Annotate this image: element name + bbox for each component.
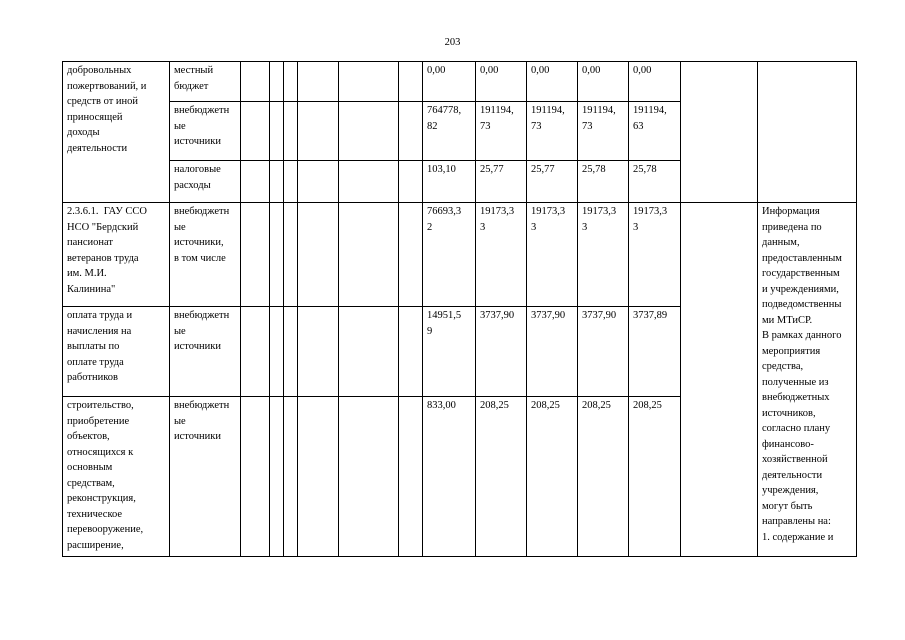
empty-cell [270,307,284,397]
value-cell-year4: 3737,89 [629,307,681,397]
empty-cell [241,161,270,203]
empty-cell [339,62,399,102]
value-cell-year1: 208,25 [476,397,527,557]
empty-cell [241,397,270,557]
value-cell-total: 833,00 [423,397,476,557]
empty-cell [339,397,399,557]
empty-cell [339,307,399,397]
empty-cell [270,102,284,161]
page-number: 203 [444,37,461,48]
empty-cell [298,203,339,307]
value-cell-total: 764778, 82 [423,102,476,161]
value-cell-year4: 208,25 [629,397,681,557]
funding-source-cell: налоговые расходы [170,161,241,203]
empty-cell [681,203,758,557]
note-cell [758,62,857,203]
empty-cell [298,161,339,203]
value-cell-year1: 19173,3 3 [476,203,527,307]
funding-source-cell: внебюджетн ые источники, в том числе [170,203,241,307]
funding-source-cell: внебюджетн ые источники [170,102,241,161]
empty-cell [284,161,298,203]
empty-cell [339,102,399,161]
value-cell-total: 0,00 [423,62,476,102]
table-row [63,62,857,102]
value-cell-total: 76693,3 2 [423,203,476,307]
empty-cell [399,307,423,397]
value-cell-year1: 25,77 [476,161,527,203]
empty-cell [270,161,284,203]
empty-cell [270,62,284,102]
value-cell-year3: 208,25 [578,397,629,557]
funding-source-cell: местный бюджет [170,62,241,102]
empty-cell [298,397,339,557]
value-cell-year2: 191194, 73 [527,102,578,161]
value-cell-year2: 0,00 [527,62,578,102]
value-cell-year3: 25,78 [578,161,629,203]
value-cell-year3: 19173,3 3 [578,203,629,307]
row-name-cell: оплата труда и начисления на выплаты по оплате труда работников [63,307,170,397]
funding-source-cell: внебюджетн ые источники [170,397,241,557]
empty-cell [298,62,339,102]
row-name-cell: 2.3.6.1. ГАУ ССО НСО "Бердский пансионат ветеранов труда им. М.И. Калинина" [63,203,170,307]
value-cell-year1: 0,00 [476,62,527,102]
funding-source-cell: внебюджетн ые источники [170,307,241,397]
value-cell-year2: 19173,3 3 [527,203,578,307]
empty-cell [241,102,270,161]
value-cell-year3: 0,00 [578,62,629,102]
empty-cell [399,161,423,203]
value-cell-year1: 3737,90 [476,307,527,397]
value-cell-year2: 3737,90 [527,307,578,397]
empty-cell [241,203,270,307]
empty-cell [399,203,423,307]
empty-cell [399,62,423,102]
program-table [62,61,857,557]
empty-cell [399,102,423,161]
empty-cell [339,161,399,203]
value-cell-year1: 191194, 73 [476,102,527,161]
empty-cell [339,203,399,307]
value-cell-year2: 208,25 [527,397,578,557]
empty-cell [284,203,298,307]
value-cell-year4: 0,00 [629,62,681,102]
empty-cell [681,62,758,203]
empty-cell [298,307,339,397]
value-cell-year2: 25,77 [527,161,578,203]
empty-cell [270,203,284,307]
empty-cell [298,102,339,161]
value-cell-year4: 19173,3 3 [629,203,681,307]
value-cell-total: 103,10 [423,161,476,203]
empty-cell [241,307,270,397]
empty-cell [270,397,284,557]
value-cell-year4: 25,78 [629,161,681,203]
value-cell-year3: 191194, 73 [578,102,629,161]
row-name-cell: добровольных пожертвований, и средств от иной приносящей доходы деятельности [63,62,170,203]
empty-cell [241,62,270,102]
table-row [63,203,857,307]
empty-cell [284,307,298,397]
note-cell: Информация приведена по данным, предоставленным государственным и учреждениями, подведомственны ми МТиСР. В рамках данного мероприятия средства, полученные из внебюджетных источников, согласно плану финансово- хозяйственной деятельности учреждения, могут быть направлены на: 1. содержание и [758,203,857,557]
empty-cell [284,397,298,557]
value-cell-year4: 191194, 63 [629,102,681,161]
value-cell-year3: 3737,90 [578,307,629,397]
empty-cell [284,102,298,161]
row-name-cell: строительство, приобретение объектов, относящихся к основным средствам, реконструкция, техническое перевооружение, расширение, [63,397,170,557]
value-cell-total: 14951,5 9 [423,307,476,397]
empty-cell [284,62,298,102]
empty-cell [399,397,423,557]
